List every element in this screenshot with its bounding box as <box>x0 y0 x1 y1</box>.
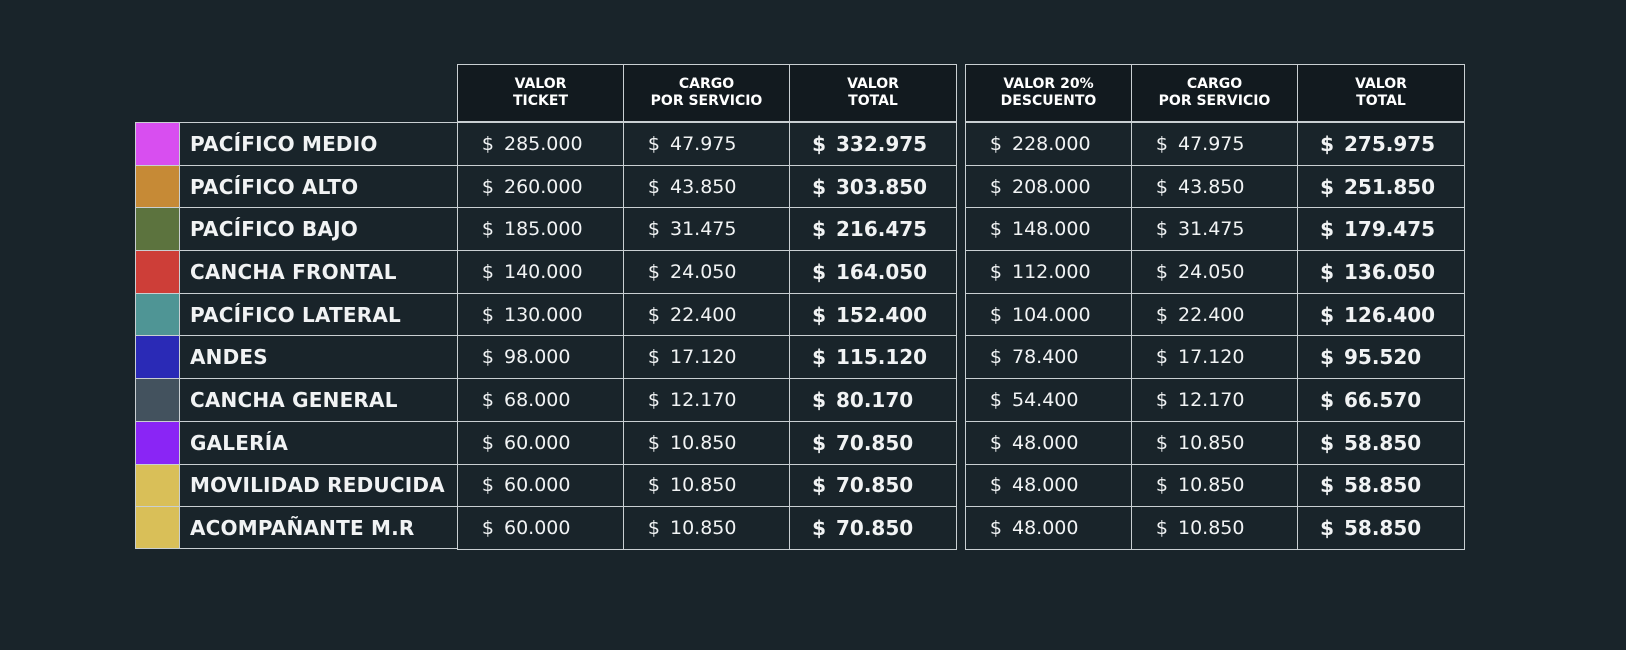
currency-symbol: $ <box>1320 217 1334 242</box>
ticket-value-cell <box>458 294 624 336</box>
total-value-cell <box>790 465 956 507</box>
price-amount: 22.400 <box>670 303 737 326</box>
currency-symbol: $ <box>481 346 494 369</box>
price-amount: 80.170 <box>836 387 914 412</box>
total-value-cell <box>790 251 956 293</box>
ticket-value-cell <box>458 166 624 208</box>
ticket-value-cell <box>458 208 624 250</box>
zone-color-swatch <box>136 166 180 208</box>
ticket-value-cell <box>458 507 624 549</box>
price-amount: 78.400 <box>1012 346 1079 369</box>
price-amount: 112.000 <box>1012 260 1091 283</box>
price-amount: 275.975 <box>1344 131 1436 156</box>
price-amount: 126.400 <box>1344 302 1436 327</box>
currency-symbol: $ <box>812 131 826 156</box>
service-charge-cell <box>624 294 790 336</box>
header-line: CARGO <box>678 76 735 92</box>
zone-color-swatch <box>136 294 180 336</box>
price-amount: 179.475 <box>1344 217 1436 242</box>
currency-symbol: $ <box>812 430 826 455</box>
ticket-value-cell <box>458 422 624 464</box>
currency-symbol: $ <box>1155 218 1168 241</box>
price-amount: 148.000 <box>1012 218 1091 241</box>
price-amount: 228.000 <box>1012 132 1091 155</box>
service-charge-cell <box>1132 208 1298 250</box>
price-amount: 60.000 <box>504 517 571 540</box>
currency-symbol: $ <box>1320 345 1334 370</box>
zone-color-swatch <box>136 465 180 507</box>
service-charge-cell <box>1132 465 1298 507</box>
zone-row <box>135 421 457 464</box>
currency-symbol: $ <box>1320 174 1334 199</box>
currency-symbol: $ <box>647 260 660 283</box>
total-value-cell <box>1298 294 1464 336</box>
discount-value-cell <box>966 465 1132 507</box>
zone-color-swatch <box>136 379 180 421</box>
currency-symbol: $ <box>812 302 826 327</box>
header-line: VALOR 20% <box>1003 76 1094 92</box>
price-amount: 48.000 <box>1012 474 1079 497</box>
currency-symbol: $ <box>647 175 660 198</box>
service-charge-cell <box>1132 166 1298 208</box>
price-amount: 24.050 <box>670 260 737 283</box>
total-value-cell <box>790 379 956 421</box>
currency-symbol: $ <box>1155 431 1168 454</box>
discount-value-cell <box>966 251 1132 293</box>
total-value-cell <box>1298 507 1464 549</box>
currency-symbol: $ <box>481 474 494 497</box>
regular-price-header <box>457 64 957 122</box>
zone-row <box>135 250 457 293</box>
currency-symbol: $ <box>1155 388 1168 411</box>
price-amount: 31.475 <box>670 218 737 241</box>
table-row <box>458 207 956 250</box>
price-amount: 47.975 <box>670 132 737 155</box>
price-amount: 10.850 <box>1178 517 1245 540</box>
table-row <box>966 464 1464 507</box>
currency-symbol: $ <box>481 260 494 283</box>
currency-symbol: $ <box>1320 259 1334 284</box>
regular-price-group <box>457 122 957 550</box>
table-row <box>458 122 956 165</box>
currency-symbol: $ <box>1155 175 1168 198</box>
service-charge-cell <box>624 123 790 165</box>
currency-symbol: $ <box>647 346 660 369</box>
currency-symbol: $ <box>647 218 660 241</box>
currency-symbol: $ <box>989 303 1002 326</box>
currency-symbol: $ <box>812 174 826 199</box>
price-amount: 58.850 <box>1344 473 1422 498</box>
zone-name: PACÍFICO MEDIO <box>190 131 378 156</box>
table-row <box>458 335 956 378</box>
header-line: DESCUENTO <box>1000 93 1097 109</box>
currency-symbol: $ <box>989 474 1002 497</box>
service-charge-cell <box>624 465 790 507</box>
ticket-value-cell <box>458 379 624 421</box>
service-charge-cell <box>1132 507 1298 549</box>
header-line: CARGO <box>1186 76 1243 92</box>
table-row <box>966 165 1464 208</box>
price-amount: 285.000 <box>504 132 583 155</box>
price-amount: 70.850 <box>836 516 914 541</box>
price-amount: 115.120 <box>836 345 928 370</box>
discount-value-cell <box>966 208 1132 250</box>
price-amount: 47.975 <box>1178 132 1245 155</box>
price-amount: 140.000 <box>504 260 583 283</box>
header-ticket-value <box>458 65 624 121</box>
zone-row <box>135 165 457 208</box>
total-value-cell <box>1298 123 1464 165</box>
service-charge-cell <box>624 251 790 293</box>
currency-symbol: $ <box>989 218 1002 241</box>
service-charge-cell <box>624 208 790 250</box>
discount-value-cell <box>966 507 1132 549</box>
currency-symbol: $ <box>989 175 1002 198</box>
header-service-charge <box>624 65 790 121</box>
currency-symbol: $ <box>1320 516 1334 541</box>
discount-value-cell <box>966 123 1132 165</box>
currency-symbol: $ <box>481 218 494 241</box>
header-service-charge <box>1132 65 1298 121</box>
header-line: POR SERVICIO <box>1158 93 1271 109</box>
price-amount: 130.000 <box>504 303 583 326</box>
price-amount: 208.000 <box>1012 175 1091 198</box>
price-amount: 68.000 <box>504 388 571 411</box>
header-total-value <box>1298 65 1464 121</box>
zone-color-swatch <box>136 123 180 165</box>
currency-symbol: $ <box>1155 303 1168 326</box>
price-amount: 332.975 <box>836 131 928 156</box>
header-line: VALOR <box>847 76 899 92</box>
currency-symbol: $ <box>989 346 1002 369</box>
currency-symbol: $ <box>812 345 826 370</box>
zone-color-swatch <box>136 208 180 250</box>
total-value-cell <box>1298 208 1464 250</box>
price-amount: 66.570 <box>1344 387 1422 412</box>
total-value-cell <box>1298 336 1464 378</box>
price-amount: 70.850 <box>836 430 914 455</box>
zone-name: PACÍFICO BAJO <box>190 217 358 242</box>
table-row <box>966 421 1464 464</box>
discount-value-cell <box>966 166 1132 208</box>
zone-name: GALERÍA <box>190 430 289 455</box>
currency-symbol: $ <box>1155 260 1168 283</box>
currency-symbol: $ <box>647 132 660 155</box>
price-amount: 48.000 <box>1012 517 1079 540</box>
service-charge-cell <box>624 379 790 421</box>
discount-price-header <box>965 64 1465 122</box>
currency-symbol: $ <box>647 303 660 326</box>
price-amount: 31.475 <box>1178 218 1245 241</box>
header-discount-value <box>966 65 1132 121</box>
zone-name: CANCHA GENERAL <box>190 387 398 412</box>
price-amount: 95.520 <box>1344 345 1422 370</box>
zone-color-swatch <box>136 422 180 464</box>
table-row <box>458 421 956 464</box>
zone-name: CANCHA FRONTAL <box>190 259 397 284</box>
currency-symbol: $ <box>647 474 660 497</box>
zone-name: PACÍFICO ALTO <box>190 174 359 199</box>
zone-color-swatch <box>136 507 180 548</box>
service-charge-cell <box>624 422 790 464</box>
table-row <box>458 506 956 549</box>
price-amount: 12.170 <box>670 388 737 411</box>
currency-symbol: $ <box>812 217 826 242</box>
ticket-value-cell <box>458 123 624 165</box>
currency-symbol: $ <box>1320 430 1334 455</box>
currency-symbol: $ <box>989 431 1002 454</box>
currency-symbol: $ <box>647 431 660 454</box>
total-value-cell <box>790 123 956 165</box>
price-amount: 10.850 <box>1178 431 1245 454</box>
currency-symbol: $ <box>989 388 1002 411</box>
currency-symbol: $ <box>1320 131 1334 156</box>
price-amount: 251.850 <box>1344 174 1436 199</box>
discount-value-cell <box>966 422 1132 464</box>
currency-symbol: $ <box>812 473 826 498</box>
price-amount: 152.400 <box>836 302 928 327</box>
total-value-cell <box>790 422 956 464</box>
price-amount: 54.400 <box>1012 388 1079 411</box>
price-amount: 104.000 <box>1012 303 1091 326</box>
service-charge-cell <box>1132 123 1298 165</box>
currency-symbol: $ <box>1320 387 1334 412</box>
price-amount: 10.850 <box>1178 474 1245 497</box>
price-amount: 164.050 <box>836 259 928 284</box>
currency-symbol: $ <box>481 132 494 155</box>
price-amount: 48.000 <box>1012 431 1079 454</box>
service-charge-cell <box>1132 294 1298 336</box>
price-amount: 260.000 <box>504 175 583 198</box>
header-line: POR SERVICIO <box>650 93 763 109</box>
ticket-value-cell <box>458 336 624 378</box>
price-amount: 216.475 <box>836 217 928 242</box>
price-table <box>135 64 1465 550</box>
zone-row <box>135 464 457 507</box>
service-charge-cell <box>1132 379 1298 421</box>
table-row <box>966 335 1464 378</box>
price-amount: 60.000 <box>504 474 571 497</box>
service-charge-cell <box>1132 336 1298 378</box>
table-row <box>966 378 1464 421</box>
currency-symbol: $ <box>1155 132 1168 155</box>
total-value-cell <box>790 208 956 250</box>
zone-color-swatch <box>136 251 180 293</box>
table-row <box>966 250 1464 293</box>
currency-symbol: $ <box>481 303 494 326</box>
price-amount: 17.120 <box>1178 346 1245 369</box>
currency-symbol: $ <box>1320 473 1334 498</box>
total-value-cell <box>1298 251 1464 293</box>
zone-name: PACÍFICO LATERAL <box>190 302 401 327</box>
zone-color-swatch <box>136 336 180 378</box>
discount-value-cell <box>966 294 1132 336</box>
header-line: VALOR <box>514 76 567 92</box>
total-value-cell <box>790 336 956 378</box>
currency-symbol: $ <box>1320 302 1334 327</box>
price-amount: 185.000 <box>504 218 583 241</box>
table-row <box>966 122 1464 165</box>
zone-row <box>135 506 457 549</box>
currency-symbol: $ <box>481 517 494 540</box>
zone-row <box>135 122 457 165</box>
table-row <box>966 506 1464 549</box>
zone-row <box>135 378 457 421</box>
price-amount: 60.000 <box>504 431 571 454</box>
total-value-cell <box>1298 422 1464 464</box>
currency-symbol: $ <box>989 517 1002 540</box>
zone-column <box>135 122 457 550</box>
header-total-value <box>790 65 956 121</box>
currency-symbol: $ <box>812 387 826 412</box>
total-value-cell <box>1298 379 1464 421</box>
ticket-value-cell <box>458 465 624 507</box>
currency-symbol: $ <box>1155 346 1168 369</box>
discount-value-cell <box>966 336 1132 378</box>
table-row <box>458 464 956 507</box>
currency-symbol: $ <box>812 259 826 284</box>
service-charge-cell <box>1132 251 1298 293</box>
price-amount: 43.850 <box>670 175 737 198</box>
ticket-value-cell <box>458 251 624 293</box>
currency-symbol: $ <box>481 388 494 411</box>
service-charge-cell <box>624 507 790 549</box>
price-amount: 303.850 <box>836 174 928 199</box>
price-amount: 22.400 <box>1178 303 1245 326</box>
zone-row <box>135 335 457 378</box>
currency-symbol: $ <box>812 516 826 541</box>
header-line: TOTAL <box>1356 93 1406 109</box>
table-header <box>135 64 1465 122</box>
currency-symbol: $ <box>481 431 494 454</box>
total-value-cell <box>790 166 956 208</box>
currency-symbol: $ <box>989 132 1002 155</box>
header-line: TICKET <box>513 93 568 109</box>
price-amount: 10.850 <box>670 474 737 497</box>
table-row <box>458 165 956 208</box>
price-amount: 43.850 <box>1178 175 1245 198</box>
table-row <box>458 378 956 421</box>
header-line: TOTAL <box>848 93 898 109</box>
table-row <box>966 293 1464 336</box>
price-amount: 98.000 <box>504 346 571 369</box>
total-value-cell <box>790 294 956 336</box>
table-body <box>135 122 1465 550</box>
discount-value-cell <box>966 379 1132 421</box>
header-line: VALOR <box>1355 76 1407 92</box>
zone-name: ANDES <box>190 345 268 370</box>
price-amount: 10.850 <box>670 517 737 540</box>
table-row <box>458 250 956 293</box>
currency-symbol: $ <box>1155 474 1168 497</box>
currency-symbol: $ <box>647 517 660 540</box>
total-value-cell <box>1298 465 1464 507</box>
total-value-cell <box>790 507 956 549</box>
price-amount: 17.120 <box>670 346 737 369</box>
zone-row <box>135 207 457 250</box>
zone-name: MOVILIDAD REDUCIDA <box>190 473 445 498</box>
currency-symbol: $ <box>989 260 1002 283</box>
currency-symbol: $ <box>647 388 660 411</box>
price-amount: 10.850 <box>670 431 737 454</box>
price-amount: 58.850 <box>1344 430 1422 455</box>
service-charge-cell <box>624 336 790 378</box>
price-amount: 70.850 <box>836 473 914 498</box>
currency-symbol: $ <box>1155 517 1168 540</box>
price-amount: 58.850 <box>1344 516 1422 541</box>
table-row <box>458 293 956 336</box>
discount-price-group <box>965 122 1465 550</box>
service-charge-cell <box>1132 422 1298 464</box>
price-amount: 12.170 <box>1178 388 1245 411</box>
service-charge-cell <box>624 166 790 208</box>
total-value-cell <box>1298 166 1464 208</box>
zone-row <box>135 293 457 336</box>
price-amount: 136.050 <box>1344 259 1436 284</box>
table-row <box>966 207 1464 250</box>
zone-name: ACOMPAÑANTE M.R <box>190 515 415 540</box>
price-amount: 24.050 <box>1178 260 1245 283</box>
currency-symbol: $ <box>481 175 494 198</box>
